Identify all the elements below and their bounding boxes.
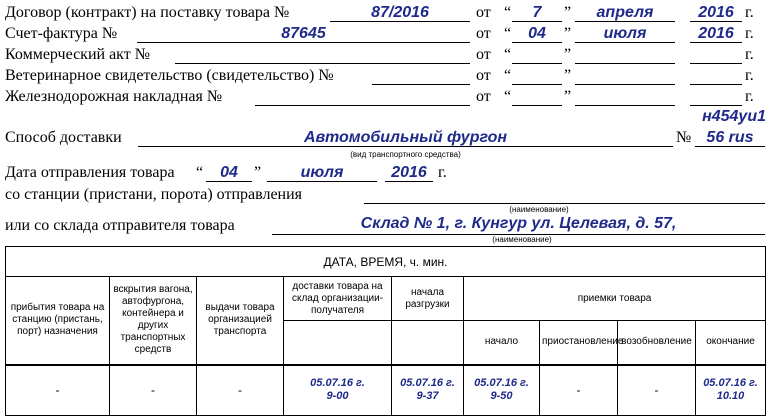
contract-quote-close: ” — [564, 4, 572, 21]
cell-start-time: 9-50 — [490, 390, 513, 403]
act-label: Коммерческий акт № — [5, 46, 150, 63]
invoice-quote-open: “ — [504, 25, 512, 42]
col-issue-header: выдачи товара организацией транспорта — [197, 277, 284, 365]
delivery-number-label: № — [676, 129, 692, 146]
warehouse-value[interactable]: Склад № 1, г. Кунгур ул. Целевая, д. 57, — [360, 215, 677, 232]
rail-day-line — [512, 105, 562, 106]
contract-day[interactable]: 7 — [532, 4, 542, 21]
act-quote-open: “ — [504, 46, 512, 63]
rail-month-line — [575, 105, 675, 106]
vet-number-line — [372, 84, 470, 85]
station-label: со станции (пристани, порота) отправления — [5, 186, 303, 203]
vet-label: Ветеринарное свидетельство (свидетельство) № — [5, 67, 334, 84]
rail-number-line — [255, 105, 470, 106]
invoice-day[interactable]: 04 — [528, 25, 546, 42]
cell-unload-time: 9-37 — [416, 390, 439, 403]
act-year-line — [690, 63, 742, 64]
cell-start-date: 05.07.16 г. — [474, 377, 529, 390]
cell-end-date: 05.07.16 г. — [703, 377, 758, 390]
delivery-label: Способ доставки — [5, 129, 122, 146]
sub-end-header: окончание — [696, 321, 766, 365]
station-caption: (наименование) — [509, 205, 569, 214]
contract-g: г. — [745, 4, 754, 21]
cell-delivery[interactable] — [284, 365, 392, 416]
delivery-caption: (вид транспортного средства) — [350, 150, 461, 159]
col-unload-header: начала разгрузки — [392, 277, 464, 321]
cell-issue[interactable]: - — [197, 365, 284, 416]
sub-pause-header: приостановление — [540, 321, 618, 365]
sub-start-header: начало — [464, 321, 540, 365]
cell-pause[interactable]: - — [540, 365, 618, 416]
shipdate-label: Дата отправления товара — [5, 164, 175, 181]
vet-month-line — [575, 84, 675, 85]
col-unload-empty — [392, 321, 464, 365]
cell-resume[interactable]: - — [618, 365, 696, 416]
vet-g: г. — [745, 67, 754, 84]
col-opening-header: вскрытия вагона, автофургона, контейнера и других транспортных средств — [110, 277, 197, 365]
datetime-table — [5, 246, 766, 416]
cell-delivery-date: 05.07.16 г. — [310, 377, 365, 390]
shipdate-year[interactable]: 2016 — [391, 164, 427, 181]
vet-day-line — [512, 84, 562, 85]
invoice-g: г. — [745, 25, 754, 42]
rail-quote-close: ” — [564, 88, 572, 105]
contract-number[interactable]: 87/2016 — [371, 4, 429, 21]
warehouse-caption: (наименование) — [492, 235, 552, 244]
cell-end-time: 10.10 — [716, 390, 745, 403]
invoice-number[interactable]: 87645 — [281, 25, 326, 42]
rail-quote-open: “ — [504, 88, 512, 105]
cell-opening[interactable]: - — [110, 365, 197, 416]
vet-ot: от — [476, 67, 491, 84]
contract-year[interactable]: 2016 — [698, 4, 734, 21]
table-row — [6, 365, 766, 416]
sub-resume-header: возобновление — [618, 321, 696, 365]
invoice-quote-close: ” — [564, 25, 572, 42]
rail-label: Железнодорожная накладная № — [5, 88, 223, 105]
act-g: г. — [745, 46, 754, 63]
shipdate-g: г. — [438, 164, 447, 181]
contract-label: Договор (контракт) на поставку товара № — [5, 4, 290, 21]
shipdate-quote-open: “ — [196, 164, 204, 181]
cell-unload[interactable] — [392, 365, 464, 416]
warehouse-label: или со склада отправителя товара — [5, 217, 235, 234]
col-arrival-header: прибытия товара на станцию (пристань, порт) назначения — [6, 277, 110, 365]
act-month-line — [575, 63, 675, 64]
shipdate-quote-close: ” — [254, 164, 262, 181]
station-line — [364, 203, 765, 204]
vet-quote-open: “ — [504, 67, 512, 84]
invoice-year[interactable]: 2016 — [698, 25, 734, 42]
vet-year-line — [690, 84, 742, 85]
contract-ot: от — [476, 4, 491, 21]
cell-start[interactable] — [464, 365, 540, 416]
delivery-value[interactable]: Автомобильный фургон — [303, 129, 508, 146]
invoice-month[interactable]: июля — [603, 25, 647, 42]
cell-arrival[interactable]: - — [6, 365, 110, 416]
cell-unload-date: 05.07.16 г. — [400, 377, 455, 390]
shipdate-month[interactable]: июля — [300, 164, 344, 181]
col-delivery-empty — [284, 321, 392, 365]
cell-end[interactable] — [696, 365, 766, 416]
rail-ot: от — [476, 88, 491, 105]
invoice-ot: от — [476, 25, 491, 42]
contract-month[interactable]: апреля — [596, 4, 654, 21]
plate-top[interactable]: н454уи1 — [702, 108, 766, 125]
act-ot: от — [476, 46, 491, 63]
cell-delivery-time: 9-00 — [326, 390, 349, 403]
vet-quote-close: ” — [564, 67, 572, 84]
contract-quote-open: “ — [504, 4, 512, 21]
invoice-label: Счет-фактура № — [5, 25, 118, 42]
shipdate-day[interactable]: 04 — [220, 164, 238, 181]
act-number-line — [175, 63, 470, 64]
table-title: ДАТА, ВРЕМЯ, ч. мин. — [6, 247, 766, 277]
plate-bottom[interactable]: 56 rus — [706, 129, 754, 146]
col-accept-header: приемки товара — [464, 277, 766, 321]
act-day-line — [512, 63, 562, 64]
col-delivery-header: доставки товара на склад организации-получателя — [284, 277, 392, 321]
rail-g: г. — [745, 88, 754, 105]
act-quote-close: ” — [564, 46, 572, 63]
rail-year-line — [690, 105, 742, 106]
